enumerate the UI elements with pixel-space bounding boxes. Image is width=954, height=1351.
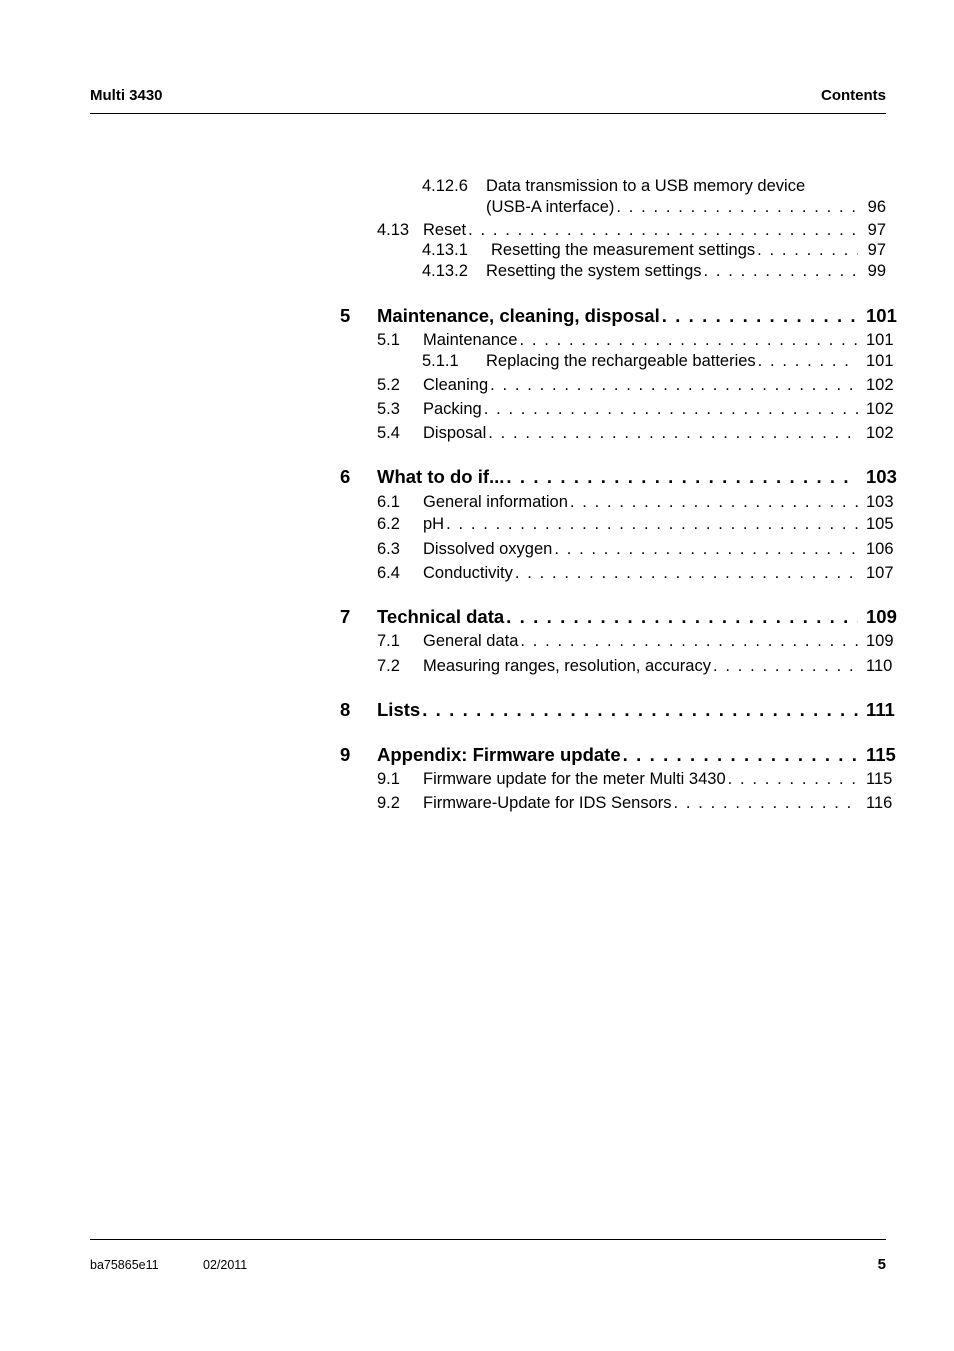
toc-entry-4-13-1[interactable] <box>422 241 886 260</box>
toc-title: What to do if... <box>377 466 505 487</box>
toc-leader <box>757 241 858 260</box>
toc-leader <box>728 770 858 789</box>
toc-title: Conductivity <box>423 564 513 582</box>
page-header-left: Multi 3430 <box>90 87 163 104</box>
toc-number: 6.2 <box>377 515 400 533</box>
toc-entry-5-1[interactable] <box>377 331 894 350</box>
toc-leader <box>506 466 858 488</box>
toc-title: Resetting the measurement settings <box>491 241 756 259</box>
toc-title: Maintenance, cleaning, disposal <box>377 305 660 326</box>
toc-number: 4.13.2 <box>422 262 468 280</box>
toc-page: 101 <box>866 331 894 349</box>
toc-page: 111 <box>866 699 895 720</box>
toc-number: 5.1 <box>377 331 400 349</box>
toc-title: Disposal <box>423 424 487 442</box>
toc-page: 103 <box>866 493 894 511</box>
page-header-right: Contents <box>821 87 886 104</box>
toc-page: 105 <box>866 515 894 533</box>
toc-title: pH <box>423 515 445 533</box>
toc-number: 7 <box>340 606 351 627</box>
toc-leader <box>570 493 858 512</box>
toc-number: 7.2 <box>377 657 400 675</box>
toc-entry-4-13[interactable] <box>377 221 886 240</box>
toc-page: 96 <box>867 198 886 216</box>
toc-number: 6.4 <box>377 564 400 582</box>
toc-leader <box>484 400 858 419</box>
toc-title: Technical data <box>377 606 505 627</box>
toc-entry-5-1-1[interactable] <box>422 352 894 371</box>
toc-title: Measuring ranges, resolution, accuracy <box>423 657 711 675</box>
toc-number: 9 <box>340 744 351 765</box>
toc-leader <box>520 632 858 651</box>
toc-chapter-8[interactable] <box>340 699 895 721</box>
toc-title: Data transmission to a USB memory device <box>486 177 806 195</box>
toc-entry-6-2[interactable] <box>377 515 894 534</box>
toc-leader <box>623 744 858 766</box>
toc-leader <box>490 376 858 395</box>
toc-title: Maintenance <box>423 331 518 349</box>
toc-title: Replacing the rechargeable batteries <box>486 352 756 370</box>
toc-leader <box>713 657 858 676</box>
toc-number: 6 <box>340 466 351 487</box>
toc-page: 110 <box>866 657 893 675</box>
toc-leader <box>616 198 858 217</box>
toc-number: 6.1 <box>377 493 400 511</box>
toc-entry-4-13-2[interactable] <box>422 262 886 281</box>
toc-title: Cleaning <box>423 376 489 394</box>
toc-page: 107 <box>866 564 894 582</box>
toc-title: Firmware update for the meter Multi 3430 <box>423 770 726 788</box>
toc-entry-9-2[interactable] <box>377 794 893 813</box>
toc-title: General information <box>423 493 568 511</box>
toc-leader <box>446 515 858 534</box>
toc-entry-5-2[interactable] <box>377 376 894 395</box>
toc-leader <box>704 262 858 281</box>
toc-entry-4-12-6[interactable] <box>422 177 806 196</box>
toc-chapter-7[interactable] <box>340 606 897 628</box>
toc-leader <box>674 794 859 813</box>
toc-number: 5.3 <box>377 400 400 418</box>
toc-page: 106 <box>866 540 894 558</box>
toc-entry-9-1[interactable] <box>377 770 893 789</box>
toc-title: (USB-A interface) <box>486 198 615 216</box>
toc-leader <box>519 331 858 350</box>
toc-leader <box>554 540 858 559</box>
toc-leader <box>758 352 858 371</box>
toc-entry-6-4[interactable] <box>377 564 894 583</box>
toc-entry-7-2[interactable] <box>377 657 893 676</box>
toc-title: Reset <box>423 221 467 239</box>
toc-number: 5.4 <box>377 424 400 442</box>
toc-page: 102 <box>866 376 894 394</box>
toc-entry-6-1[interactable] <box>377 493 894 512</box>
toc-entry-5-3[interactable] <box>377 400 894 419</box>
toc-leader <box>662 305 858 327</box>
toc-number: 5.1.1 <box>422 352 459 370</box>
toc-leader <box>468 221 858 240</box>
toc-chapter-9[interactable] <box>340 744 896 766</box>
toc-number: 5 <box>340 305 351 326</box>
toc-entry-4-12-6-cont[interactable] <box>486 198 886 217</box>
toc-number: 8 <box>340 699 351 720</box>
toc-title: Lists <box>377 699 421 720</box>
toc-entry-5-4[interactable] <box>377 424 894 443</box>
toc-number: 7.1 <box>377 632 400 650</box>
toc-number: 6.3 <box>377 540 400 558</box>
toc-page: 103 <box>866 466 897 487</box>
toc-entry-7-1[interactable] <box>377 632 894 651</box>
toc-page: 102 <box>866 400 894 418</box>
toc-page: 116 <box>866 794 893 812</box>
toc-leader <box>422 699 858 721</box>
toc-number: 9.2 <box>377 794 400 812</box>
toc-leader <box>515 564 858 583</box>
toc-page: 109 <box>866 606 897 627</box>
toc-leader <box>506 606 858 628</box>
footer-page-number: 5 <box>877 1256 886 1273</box>
toc-chapter-5[interactable] <box>340 305 897 327</box>
toc-number: 4.12.6 <box>422 177 468 195</box>
toc-number: 5.2 <box>377 376 400 394</box>
toc-number: 4.13 <box>377 221 410 239</box>
footer-rule <box>90 1239 886 1240</box>
toc-chapter-6[interactable] <box>340 466 897 488</box>
footer-date: 02/2011 <box>203 1258 248 1272</box>
toc-page: 102 <box>866 424 894 442</box>
toc-title: Dissolved oxygen <box>423 540 553 558</box>
toc-page: 115 <box>866 770 893 788</box>
toc-title: Appendix: Firmware update <box>377 744 621 765</box>
toc-title: General data <box>423 632 519 650</box>
footer-doc-id: ba75865e11 <box>90 1258 159 1272</box>
toc-title: Resetting the system settings <box>486 262 702 280</box>
toc-page: 97 <box>867 241 886 259</box>
toc-leader <box>488 424 858 443</box>
toc-page: 101 <box>866 352 894 370</box>
toc-page: 99 <box>867 262 886 280</box>
toc-entry-6-3[interactable] <box>377 540 894 559</box>
toc-page: 115 <box>866 744 896 765</box>
toc-number: 4.13.1 <box>422 241 468 259</box>
toc-number: 9.1 <box>377 770 400 788</box>
toc-title: Packing <box>423 400 482 418</box>
toc-page: 97 <box>867 221 886 239</box>
toc-page: 109 <box>866 632 894 650</box>
toc-page: 101 <box>866 305 897 326</box>
toc-title: Firmware-Update for IDS Sensors <box>423 794 672 812</box>
